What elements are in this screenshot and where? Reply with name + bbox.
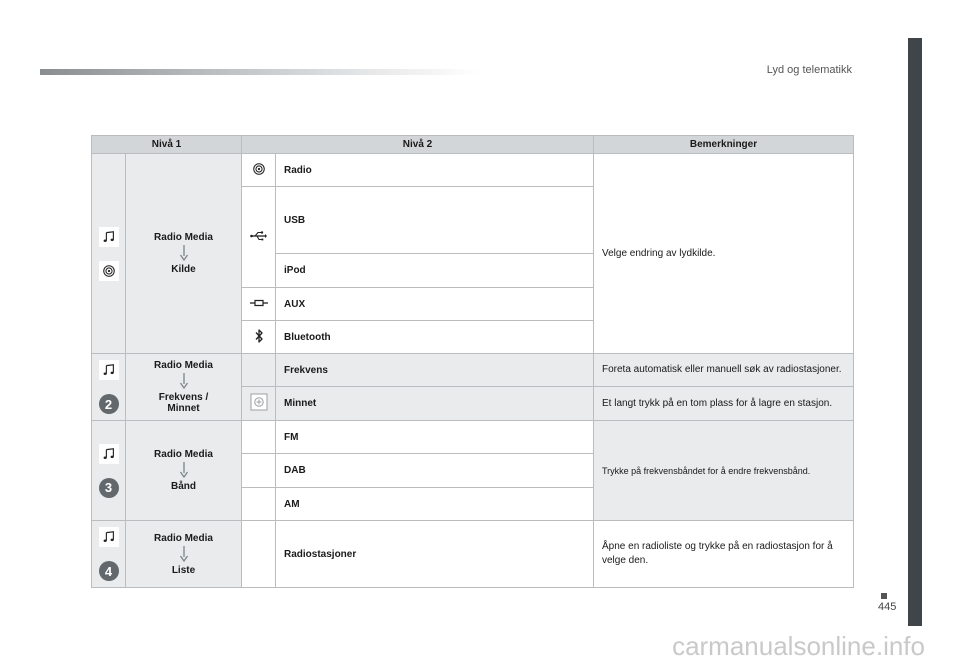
level1-cell <box>126 154 242 354</box>
level1-cell <box>126 354 242 421</box>
level2-icon-cell <box>242 521 276 588</box>
arrow-down-icon <box>179 462 189 478</box>
level2-icon-cell <box>242 421 276 454</box>
arrow-down-icon <box>179 245 189 261</box>
level2-icon-cell <box>242 387 276 421</box>
level1-path-label: Radio Media <box>154 449 213 460</box>
level2-label: DAB <box>276 454 594 488</box>
level1-target-label: Frekvens / <box>158 392 209 403</box>
level2-icon-cell <box>242 187 276 288</box>
section-title: Lyd og telematikk <box>766 64 852 76</box>
function-table <box>91 135 854 588</box>
remark-cell: Foreta automatisk eller manuell søk av radiostasjoner. <box>594 354 854 387</box>
page-number: 445 <box>878 601 897 613</box>
level2-icon-cell <box>242 454 276 488</box>
level2-icon-cell <box>242 354 276 387</box>
aux-icon <box>250 298 268 308</box>
level2-icon-cell <box>242 288 276 321</box>
level1-icons <box>92 421 126 521</box>
level1-path-label: Radio Media <box>154 532 213 544</box>
page-marker <box>881 593 887 599</box>
level2-icon-cell <box>242 488 276 521</box>
level2-label: USB <box>276 187 594 254</box>
table-row <box>92 154 854 187</box>
remark-cell: Velge endring av lydkilde. <box>594 154 854 354</box>
level2-label: Minnet <box>276 387 594 421</box>
arrow-down-icon <box>179 373 189 389</box>
level1-path-label: Radio Media <box>154 360 213 371</box>
table-row <box>92 421 854 454</box>
usb-icon <box>250 230 268 242</box>
col-header-level2: Nivå 2 <box>242 136 594 154</box>
level1-target-label: Minnet <box>167 403 200 414</box>
col-header-remarks: Bemerkninger <box>594 136 854 154</box>
level2-label: Bluetooth <box>276 321 594 354</box>
step-badge: 3 <box>99 478 119 498</box>
level2-label: FM <box>276 421 594 454</box>
level1-target-label: Bånd <box>171 481 196 492</box>
level2-label: Frekvens <box>276 354 594 387</box>
level1-cell <box>126 421 242 521</box>
level1-icons <box>92 154 126 354</box>
level2-label: iPod <box>276 254 594 288</box>
music-icon <box>102 230 116 244</box>
watermark: carmanualsonline.info <box>672 631 925 661</box>
level2-icon-cell <box>242 321 276 354</box>
level1-target-label: Kilde <box>171 264 196 275</box>
radio-icon <box>102 264 116 278</box>
music-icon <box>102 530 116 544</box>
remark-cell: Åpne en radioliste og trykke på en radiostasjon for å velge den. <box>594 521 854 588</box>
remark-cell: Trykke på frekvensbåndet for å endre frekvensbånd. <box>594 421 854 521</box>
music-icon <box>102 363 116 377</box>
level1-path-label: Radio Media <box>154 232 213 243</box>
step-badge: 2 <box>99 394 119 414</box>
table-header-row <box>92 136 854 154</box>
remark-cell: Et langt trykk på en tom plass for å lagre en stasjon. <box>594 387 854 421</box>
level1-target-label: Liste <box>171 564 196 576</box>
level1-cell <box>126 521 242 588</box>
level2-icon-cell <box>242 154 276 187</box>
step-badge: 4 <box>99 561 119 581</box>
level2-label: AUX <box>276 288 594 321</box>
arrow-down-icon <box>179 546 189 562</box>
table-row <box>92 521 854 588</box>
level2-label: Radio <box>276 154 594 187</box>
bluetooth-icon <box>254 328 264 344</box>
level1-icons <box>92 521 126 588</box>
memory-plus-icon <box>250 393 268 411</box>
col-header-level1: Nivå 1 <box>92 136 242 154</box>
table-row <box>92 354 854 387</box>
radio-icon <box>252 162 266 176</box>
music-icon <box>102 447 116 461</box>
level2-label: AM <box>276 488 594 521</box>
level2-label: Radiostasjoner <box>276 521 594 588</box>
side-tab-bar <box>908 38 922 626</box>
header-decor-bar <box>40 69 480 75</box>
level1-icons <box>92 354 126 421</box>
